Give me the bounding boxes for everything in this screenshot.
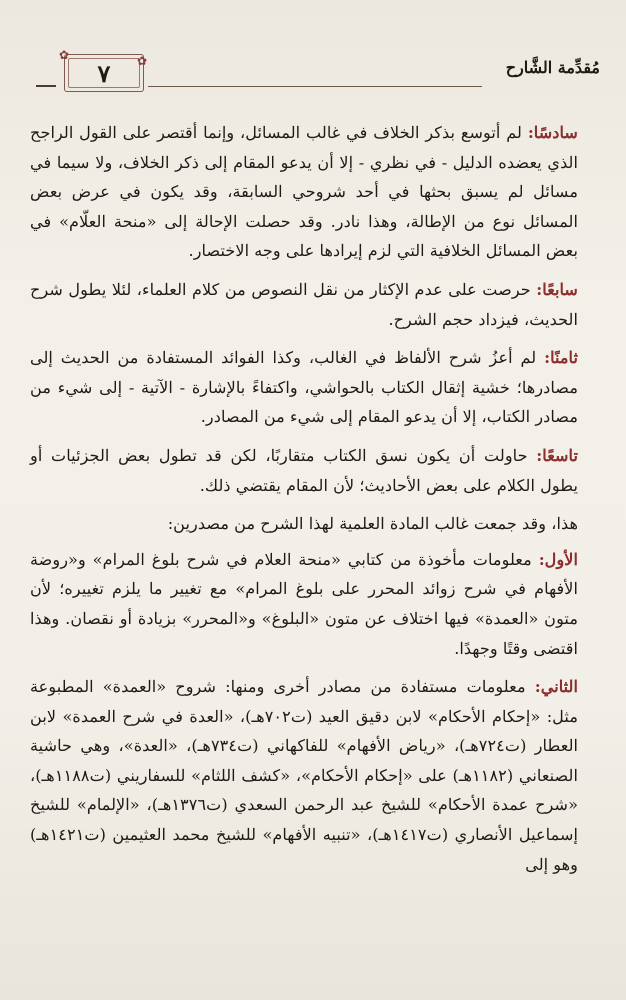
chapter-title: مُقدِّمة الشَّارح [505, 58, 600, 77]
page-number-frame [59, 48, 148, 92]
paragraph-second-source [30, 672, 596, 879]
corner-ornament-icon: ✿ [59, 48, 70, 62]
paragraph-seventh [30, 275, 596, 334]
paragraph-text: معلومات مستفادة من مصادر أخرى ومنها: شروح «العمدة» المطبوعة مثل: «إحكام الأحكام» لابن دقيق العيد (ت٧٠٢هـ)، «العدة في شرح العمدة» لابن العطار (ت٧٢٤هـ)، «رياض الأفهام» للفاكهاني (ت٧٣٤هـ)، «العدة»، وهي حاشية الصنعاني (١١٨٢هـ) على «إحكام الأحكام»، «كشف اللثام» للسفاريني (ت١١٨٨هـ)، «شرح عمدة الأحكام» للشيخ عبد الرحمن السعدي (ت١٣٧٦هـ)، «الإلمام» للشيخ إسماعيل الأنصاري (ت١٤١٧هـ)، «تنبيه الأفهام» للشيخ محمد العثيمين (ت١٤٢١هـ) وهو إلى [30, 677, 579, 874]
page-number: ٧ [97, 58, 111, 88]
corner-ornament-icon: ✿ [137, 54, 148, 68]
paragraph-lead: الثاني: [534, 677, 578, 697]
running-header [28, 48, 600, 96]
paragraph-text: لم أتوسع بذكر الخلاف في غالب المسائل، وإنما أقتصر على القول الراجح الذي يعضده الدليل - في نظري - إلا أن يدعو المقام إلى ذكر الخلاف، ولا سيما في مسائل لم يسبق بحثها في أحد شروحي السابقة، وقد يكون في عرض بعض المسائل نوع من الإطالة، وهذا نادر. وقد حصلت الإحالة إلى «منحة العلّام» في بعض المسائل الخلافية التي لزم إيرادها على وجه الاختصار. [30, 123, 578, 261]
paragraph-text: لم أعزُ شرح الألفاظ في الغالب، وكذا الفوائد المستفادة من الحديث إلى مصادرها؛ خشية إثقال الكتاب بالحواشي، واكتفاءً بالإشارة - الآتية - إلى شيء من مصادر الكتاب، إلا أن يدعو المقام إلى شيء من المصادر. [30, 348, 578, 427]
paragraph-lead: ثامنًا: [544, 348, 578, 368]
paragraph-ninth [30, 441, 596, 500]
paragraph-sources-intro [30, 509, 596, 539]
paragraph-eighth [30, 343, 596, 432]
paragraph-sixth [30, 118, 596, 266]
paragraph-text: هذا، وقد جمعت غالب المادة العلمية لهذا الشرح من مصدرين: [167, 514, 578, 534]
body-text [30, 118, 596, 888]
paragraph-lead: تاسعًا: [536, 445, 578, 465]
paragraph-text: حرصت على عدم الإكثار من نقل النصوص من كلام العلماء، لئلا يطول شرح الحديث، فيزداد حجم الشرح. [30, 279, 578, 329]
paragraph-lead: الأول: [538, 549, 578, 569]
header-dash [36, 85, 56, 87]
paragraph-text: معلومات مأخوذة من كتابي «منحة العلام في شرح بلوغ المرام» و«روضة الأفهام في شرح زوائد المحرر على بلوغ المرام» مع تغيير ما يلزم تغييره؛ لأن متون «العمدة» فيها اختلاف عن متون «البلوغ» و«المحرر» بزيادة أو نقصان. وهذا اقتضى وقتًا وجهدًا. [30, 549, 578, 658]
paragraph-lead: سابعًا: [536, 279, 578, 299]
paragraph-lead: سادسًا: [527, 123, 578, 142]
paragraph-first-source [30, 545, 596, 663]
paragraph-text: حاولت أن يكون نسق الكتاب متقاربًا، لكن قد تطول بعض الجزئيات أو يطول الكلام على بعض الأحاديث؛ لأن المقام يقتضي ذلك. [30, 445, 578, 495]
header-rule [148, 86, 482, 87]
